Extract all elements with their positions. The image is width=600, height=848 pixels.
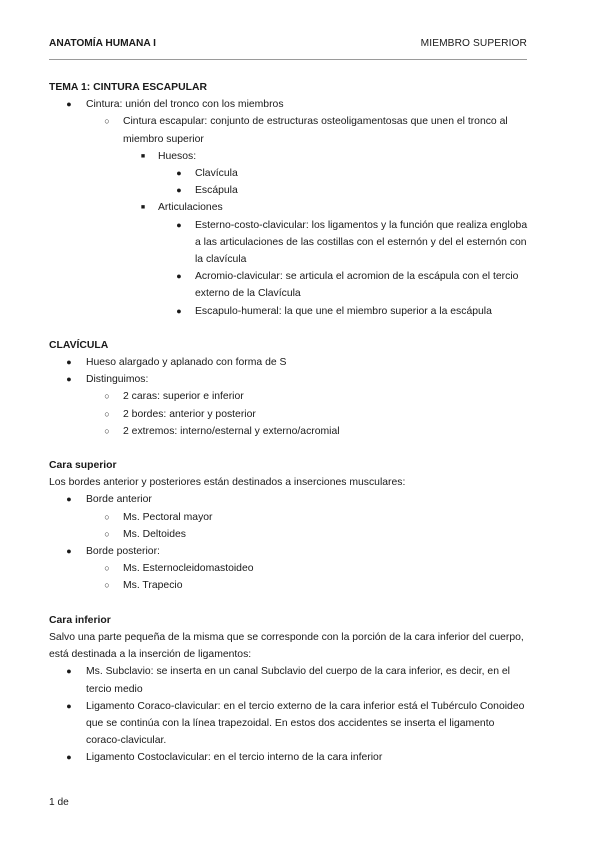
clavicula-item2: Distinguimos: <box>86 374 149 386</box>
list-item <box>49 303 529 320</box>
cara-inferior-intro-line2: está destinada a la inserción de ligamentos: <box>49 649 252 661</box>
list-item <box>49 354 529 371</box>
clavicula-heading: CLAVÍCULA <box>49 339 109 351</box>
header-section-title: MIEMBRO SUPERIOR <box>420 38 527 49</box>
bullet-circle-icon: ○ <box>104 528 110 539</box>
bullet-disc-icon: ● <box>66 546 72 557</box>
cintura-escapular-text: Cintura escapular: conjunto de estructuras osteoligamentosas que unen el tronco al <box>123 116 508 128</box>
cintura-text: Cintura: unión del tronco con los miembros <box>86 99 284 111</box>
bullet-circle-icon: ○ <box>104 563 110 574</box>
cintura-escapular-text-cont: miembro superior <box>123 133 204 145</box>
bullet-disc-icon: ● <box>66 494 72 505</box>
borde-anterior-label: Borde anterior <box>86 494 152 506</box>
list-item <box>49 199 529 216</box>
huesos-label: Huesos: <box>158 150 197 162</box>
bullet-square-icon: ■ <box>140 204 146 212</box>
bullet-circle-icon: ○ <box>104 391 110 402</box>
list-item <box>49 749 529 766</box>
art-escapulo: Escapulo-humeral: la que une el miembro superior a la escápula <box>195 305 492 317</box>
clavicula-sub3: 2 extremos: interno/esternal y externo/acromial <box>123 425 340 437</box>
clavicula-sub1: 2 caras: superior e inferior <box>123 391 244 403</box>
trapecio: Ms. Trapecio <box>123 580 183 592</box>
bullet-disc-icon: ● <box>66 374 72 385</box>
header-course-title: ANATOMÍA HUMANA I <box>49 38 156 49</box>
clavicula-list <box>49 354 529 440</box>
hueso-escapula: Escápula <box>195 185 238 197</box>
coraco-line3: coraco-clavicular. <box>86 735 167 747</box>
subclavio-line2: tercio medio <box>86 683 143 695</box>
list-item <box>49 148 529 165</box>
list-item <box>49 268 529 302</box>
deltoides: Ms. Deltoides <box>123 528 186 540</box>
art-acromio-line1: Acromio-clavicular: se articula el acromion de la escápula con el tercio <box>195 271 519 283</box>
cara-inferior-heading: Cara inferior <box>49 614 111 626</box>
list-item <box>49 698 529 750</box>
document-body <box>49 79 529 767</box>
cara-inferior-intro <box>49 629 529 663</box>
bullet-disc-icon: ● <box>176 305 182 316</box>
costoclavicular: Ligamento Costoclavicular: en el tercio interno de la cara inferior <box>86 752 383 764</box>
cara-superior-list <box>49 491 529 594</box>
list-item <box>49 560 529 577</box>
list-item <box>49 406 529 423</box>
list-item <box>49 526 529 543</box>
coraco-line2: que se continúa con la línea trapezoidal. En estos dos accidentes se inserta el ligamento <box>86 717 495 729</box>
bullet-circle-icon: ○ <box>104 116 110 127</box>
bullet-circle-icon: ○ <box>104 511 110 522</box>
bullet-disc-icon: ● <box>176 168 182 179</box>
list-item <box>49 423 529 440</box>
art-esterno-line1: Esterno-costo-clavicular: los ligamentos y la función que realiza engloba <box>195 219 528 231</box>
bullet-disc-icon: ● <box>176 185 182 196</box>
coraco-line1: Ligamento Coraco-clavicular: en el tercio externo de la cara inferior está el Tubérculo Conoideo <box>86 700 525 712</box>
tema1-list <box>49 96 529 320</box>
pectoral-mayor: Ms. Pectoral mayor <box>123 511 213 523</box>
list-item <box>49 388 529 405</box>
bullet-disc-icon: ● <box>66 666 72 677</box>
hueso-clavicula: Clavícula <box>195 168 238 180</box>
cara-superior-intro: Los bordes anterior y posteriores están destinados a inserciones musculares: <box>49 477 406 489</box>
articulaciones-label: Articulaciones <box>158 202 223 214</box>
list-item <box>49 165 529 182</box>
list-item <box>49 182 529 199</box>
bullet-disc-icon: ● <box>66 99 72 110</box>
page-header <box>49 35 527 51</box>
list-item <box>49 113 529 147</box>
list-item <box>49 663 529 697</box>
header-divider <box>49 59 527 60</box>
list-item <box>49 96 529 113</box>
cara-inferior-list <box>49 663 529 766</box>
bullet-disc-icon: ● <box>176 271 182 282</box>
bullet-disc-icon: ● <box>176 219 182 230</box>
list-item <box>49 217 529 269</box>
tema1-heading: TEMA 1: CINTURA ESCAPULAR <box>49 82 207 93</box>
page-number: 1 de <box>49 797 69 808</box>
list-item <box>49 371 529 388</box>
bullet-disc-icon: ● <box>66 357 72 368</box>
clavicula-sub2: 2 bordes: anterior y posterior <box>123 408 256 420</box>
bullet-circle-icon: ○ <box>104 408 110 419</box>
cara-inferior-intro-line1: Salvo una parte pequeña de la misma que se corresponde con la porción de la cara inferior del cuerpo, <box>49 631 524 643</box>
art-esterno-line3: la clavícula <box>195 254 247 266</box>
esternocleidomastoideo: Ms. Esternocleidomastoideo <box>123 563 254 575</box>
list-item <box>49 491 529 508</box>
cara-superior-heading: Cara superior <box>49 460 117 472</box>
bullet-disc-icon: ● <box>66 700 72 711</box>
list-item <box>49 509 529 526</box>
clavicula-item1: Hueso alargado y aplanado con forma de S <box>86 357 287 369</box>
borde-posterior-label: Borde posterior: <box>86 546 160 558</box>
bullet-square-icon: ■ <box>140 152 146 160</box>
list-item <box>49 543 529 560</box>
art-esterno-line2: a las articulaciones de las costillas con el esternón y del el esternón con <box>195 236 527 248</box>
art-acromio-line2: externo de la Clavícula <box>195 288 301 300</box>
bullet-circle-icon: ○ <box>104 580 110 591</box>
list-item <box>49 577 529 594</box>
bullet-disc-icon: ● <box>66 752 72 763</box>
subclavio-line1: Ms. Subclavio: se inserta en un canal Subclavio del cuerpo de la cara inferior, es decir, en el <box>86 666 510 678</box>
bullet-circle-icon: ○ <box>104 425 110 436</box>
